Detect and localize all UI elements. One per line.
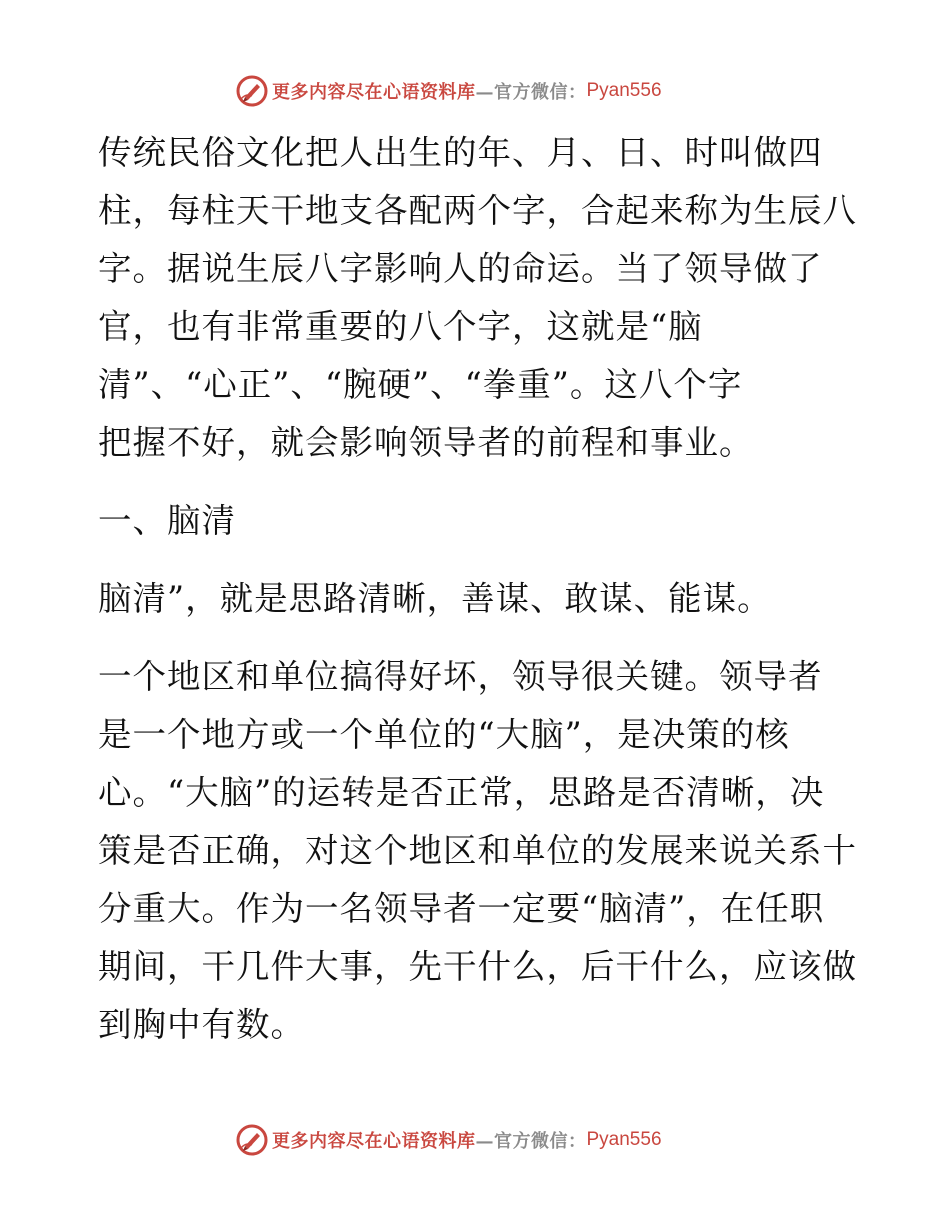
section-heading: 一、脑清: [98, 501, 236, 540]
pen-logo-icon: [236, 75, 268, 107]
intro-paragraph: 传统民俗文化把人出生的年、月、日、时叫做四 柱，每柱天干地支各配两个字，合起来称为生辰八 字。据说生辰八字影响人的命运。当了领导做了 官，也有非常重要的八个字，这就是“脑 清”、“心正”、“腕硬”、“拳重”。这八个字 把握不好，就会影响领导者的前程和事业。: [98, 133, 857, 462]
body-paragraph: 一个地区和单位搞得好坏，领导很关键。领导者 是一个地方或一个单位的“大脑”，是决策的核 心。“大脑”的运转是否正常，思路是否清晰，决 策是否正确，对这个地区和单位的发展来说关系十 分重大。作为一名领导者一定要“脑清”，在任职 期间，干几件大事，先干什么，后干什么，应该做 到胸中有数。: [98, 657, 857, 1044]
banner-text: 更多内容尽在心语资料库: [272, 1131, 476, 1152]
banner-wechat-label: —官方微信：: [475, 82, 587, 103]
banner-wechat-id: Pyan556: [586, 1129, 662, 1150]
definition-paragraph: 脑清”，就是思路清晰，善谋、敢谋、能谋。: [98, 579, 772, 618]
header-banner: [236, 74, 716, 108]
banner-wechat-label: —官方微信：: [475, 1131, 587, 1152]
document-body: [98, 124, 858, 1054]
banner-text: 更多内容尽在心语资料库: [272, 82, 476, 103]
footer-banner: [236, 1123, 716, 1157]
banner-wechat-id: Pyan556: [586, 80, 662, 101]
pen-logo-icon: [236, 1124, 268, 1156]
